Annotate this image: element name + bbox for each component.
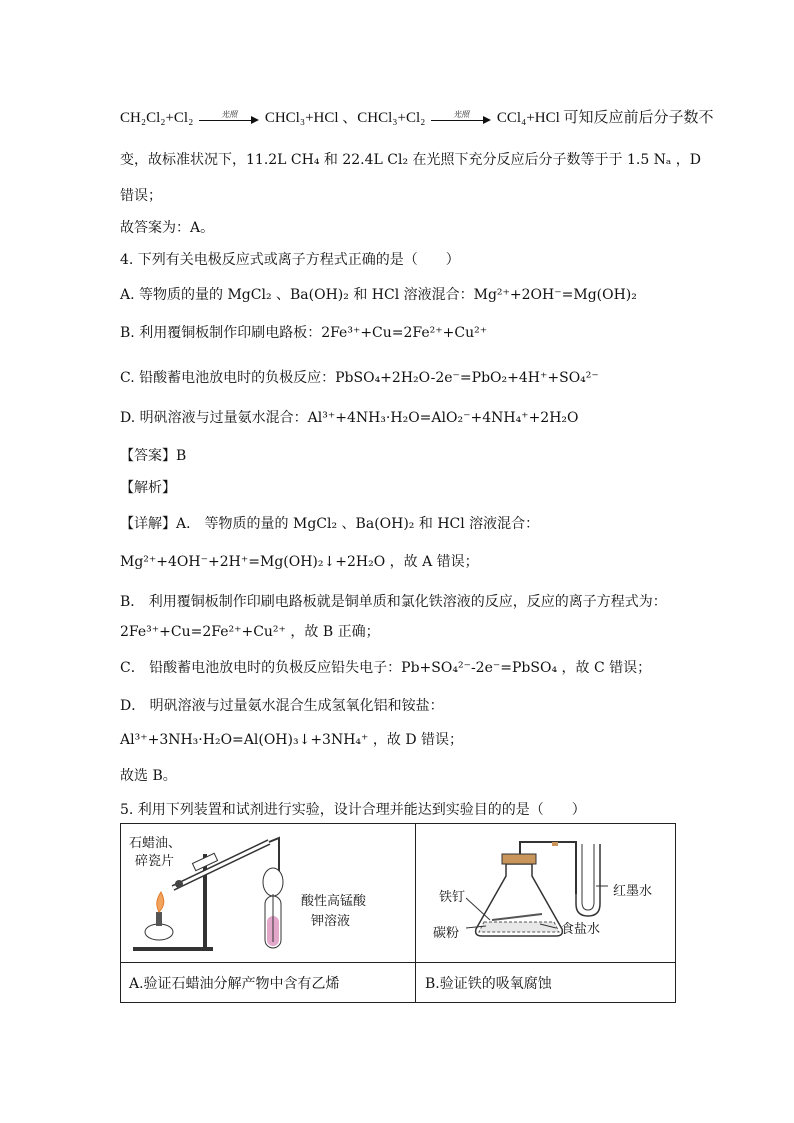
reaction-part-b: CHCl₃+HCl 、CHCl₃+Cl₂: [264, 110, 426, 126]
reaction-part-c: CCl₄+HCl 可知反应前后分子数不: [496, 110, 714, 126]
question-stem: 4. 下列有关电极反应式或离子方程式正确的是（ ）: [120, 252, 460, 268]
detail-d-2: Al³⁺+3NH₃·H₂O=Al(OH)₃↓+3NH₄⁺ ，故 D 错误；: [120, 732, 463, 748]
label-paraffin: 石蜡油、: [129, 836, 182, 851]
conclusion: 故选 B。: [120, 768, 177, 784]
option-a: A. 等物质的量的 MgCl₂ 、Ba(OH)₂ 和 HCl 溶液混合：Mg²⁺+2OH⁻=Mg(OH)₂: [120, 287, 637, 303]
label-porcelain: 碎瓷片: [135, 854, 175, 869]
option-d: D. 明矾溶液与过量氨水混合：Al³⁺+4NH₃·H₂O=AlO₂⁻+4NH₄⁺+2H₂O: [120, 410, 579, 426]
detail-b-2: 2Fe³⁺+Cu=2Fe²⁺+Cu²⁺ ，故 B 正确；: [120, 624, 380, 640]
detail-a-1: 【详解】A． 等物质的量的 MgCl₂ 、Ba(OH)₂ 和 HCl 溶液混合：: [120, 516, 540, 532]
label-kmno4-2: 钾溶液: [311, 914, 351, 929]
caption-b: B.验证铁的吸氧腐蚀: [425, 976, 552, 992]
paragraph-line: 错误；: [120, 188, 162, 204]
reaction-part-a: CH₂Cl₂+Cl₂: [120, 110, 194, 126]
analysis-label: 【解析】: [120, 480, 176, 496]
label-kmno4-1: 酸性高锰酸: [301, 894, 367, 909]
caption-a: A.验证石蜡油分解产物中含有乙烯: [129, 976, 340, 992]
option-b: B. 利用覆铜板制作印刷电路板：2Fe³⁺+Cu=2Fe²⁺+Cu²⁺: [120, 325, 488, 341]
question-stem: 5. 利用下列装置和试剂进行实验，设计合理并能达到实验目的的是（ ）: [120, 802, 586, 818]
option-c: C. 铅酸蓄电池放电时的负极反应：PbSO₄+2H₂O-2e⁻=PbO₂+4H⁺+SO₄²⁻: [120, 370, 599, 386]
paragraph-line: 变，故标准状况下，11.2L CH₄ 和 22.4L Cl₂ 在光照下充分反应后分子数等于于 1.5 Nₐ ，D: [120, 152, 702, 168]
paragraph-line: 故答案为：A。: [120, 220, 215, 236]
reaction-arrow-2: [431, 109, 491, 125]
detail-a-2: Mg²⁺+4OH⁻+2H⁺=Mg(OH)₂↓+2H₂O ，故 A 错误；: [120, 554, 479, 570]
reaction-arrow-1: [199, 109, 259, 125]
arrow-label: 光照: [453, 109, 470, 119]
detail-b-1: B． 利用覆铜板制作印刷电路板就是铜单质和氯化铁溶液的反应，反应的离子方程式为：: [120, 594, 667, 610]
detail-d-1: D． 明矾溶液与过量氨水混合生成氢氧化铝和铵盐：: [120, 698, 444, 714]
label-iron-nail: 铁钉: [439, 890, 466, 905]
apparatus-table: [120, 823, 676, 1003]
reaction-line: [120, 108, 714, 128]
arrow-label: 光照: [221, 109, 238, 119]
label-carbon: 碳粉: [433, 926, 460, 941]
detail-c: C． 铅酸蓄电池放电时的负极反应铅失电子：Pb+SO₄²⁻-2e⁻=PbSO₄ ，故 C 错误；: [120, 660, 652, 676]
answer-label: 【答案】B: [120, 448, 187, 464]
label-red-ink: 红墨水: [613, 884, 653, 899]
label-salt-water: 食盐水: [561, 922, 601, 937]
